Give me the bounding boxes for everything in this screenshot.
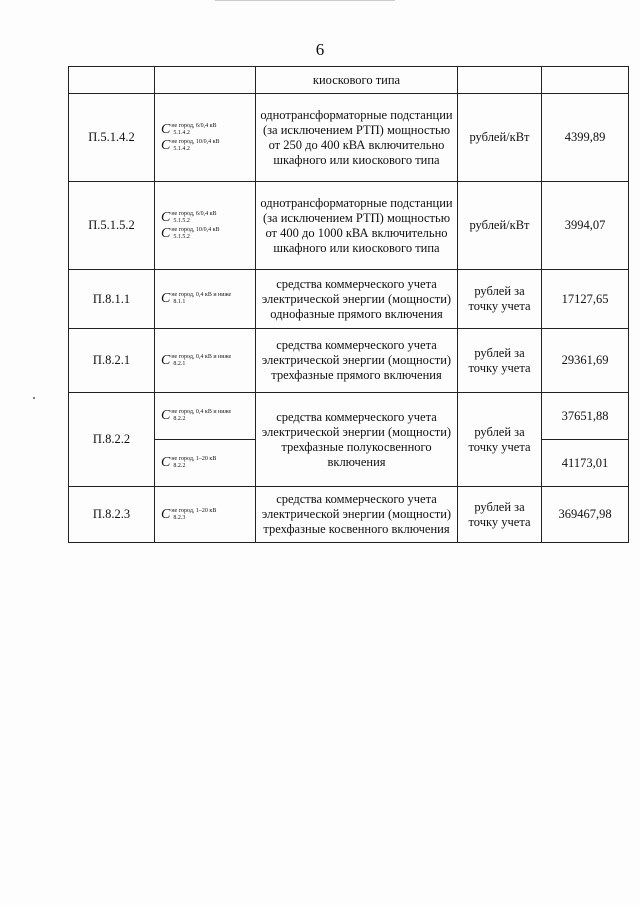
tariff-table <box>68 66 629 543</box>
description-cell: киоскового типа <box>256 67 458 94</box>
code-cell <box>69 67 155 94</box>
formula-letter: C <box>161 225 171 241</box>
formula-superscript: не город, 10/0,4 кВ <box>171 226 220 233</box>
formula-cell <box>155 270 256 329</box>
formula-superscript: не город, 10/0,4 кВ <box>171 138 220 145</box>
table-row <box>69 94 629 182</box>
rate-formula <box>161 409 252 423</box>
code-cell: П.8.1.1 <box>69 270 155 329</box>
formula-letter: C <box>161 137 171 153</box>
rate-formula <box>161 211 252 225</box>
formula-cell <box>155 393 256 440</box>
formula-letter: C <box>161 352 171 368</box>
formula-subscript: 5.1.4.2 <box>173 129 190 136</box>
table-row <box>69 487 629 543</box>
value-cell <box>542 67 629 94</box>
formula-cell <box>155 182 256 270</box>
unit-cell: рублей за точку учета <box>458 393 542 487</box>
formula-subscript: 5.1.4.2 <box>173 145 190 152</box>
value-cell: 369467,98 <box>542 487 629 543</box>
value-cell: 37651,88 <box>542 393 629 440</box>
formula-subscript: 5.1.5.2 <box>173 217 190 224</box>
top-scan-line <box>215 0 395 1</box>
unit-cell: рублей за точку учета <box>458 270 542 329</box>
value-cell: 4399,89 <box>542 94 629 182</box>
table-row <box>69 67 629 94</box>
description-cell: средства коммерческого учета электрической энергии (мощности) однофазные прямого включения <box>256 270 458 329</box>
table-row <box>69 329 629 393</box>
value-cell: 17127,65 <box>542 270 629 329</box>
formula-subscript: 8.2.1 <box>173 360 186 367</box>
rate-formula <box>161 123 252 137</box>
table-row <box>69 270 629 329</box>
formula-letter: C <box>161 209 171 225</box>
code-cell: П.8.2.3 <box>69 487 155 543</box>
value-cell: 29361,69 <box>542 329 629 393</box>
formula-letter: C <box>161 506 171 522</box>
code-cell: П.8.2.1 <box>69 329 155 393</box>
formula-letter: C <box>161 121 171 137</box>
formula-cell <box>155 487 256 543</box>
rate-formula <box>161 139 252 153</box>
formula-cell <box>155 329 256 393</box>
formula-subscript: 5.1.5.2 <box>173 233 190 240</box>
formula-superscript: не город, 1–20 кВ <box>171 507 217 514</box>
code-cell: П.8.2.2 <box>69 393 155 487</box>
formula-subscript: 8.2.3 <box>173 514 186 521</box>
formula-letter: C <box>161 408 171 423</box>
rate-formula <box>161 508 252 522</box>
unit-cell: рублей за точку учета <box>458 329 542 393</box>
code-cell: П.5.1.5.2 <box>69 182 155 270</box>
formula-letter: C <box>161 291 171 306</box>
table-row <box>69 182 629 270</box>
description-cell: средства коммерческого учета электрической энергии (мощности) трехфазные прямого включения <box>256 329 458 393</box>
formula-superscript: не город, 0,4 кВ и ниже <box>171 409 232 415</box>
formula-superscript: не город, 6/0,4 кВ <box>171 210 217 217</box>
rate-formula <box>161 227 252 241</box>
code-cell: П.5.1.4.2 <box>69 94 155 182</box>
unit-cell: рублей/кВт <box>458 94 542 182</box>
rate-formula <box>161 292 252 306</box>
formula-subscript: 8.2.2 <box>173 416 186 422</box>
formula-superscript: не город, 0,4 кВ и ниже <box>171 292 232 298</box>
formula-superscript: не город, 6/0,4 кВ <box>171 122 217 129</box>
description-cell: однотрансформаторные подстанции (за исключением РТП) мощностью от 250 до 400 кВА включительно шкафного или киоскового типа <box>256 94 458 182</box>
formula-superscript: не город, 0,4 кВ и ниже <box>171 353 232 360</box>
value-cell: 41173,01 <box>542 440 629 487</box>
scan-dot <box>33 397 35 399</box>
table-row <box>69 393 629 440</box>
rate-formula <box>161 354 252 368</box>
description-cell: однотрансформаторные подстанции (за исключением РТП) мощностью от 400 до 1000 кВА включительно шкафного или киоскового типа <box>256 182 458 270</box>
unit-cell <box>458 67 542 94</box>
description-cell: средства коммерческого учета электрической энергии (мощности) трехфазные косвенного включения <box>256 487 458 543</box>
rate-formula <box>161 456 252 470</box>
formula-cell <box>155 94 256 182</box>
formula-subscript: 8.2.2 <box>173 463 186 469</box>
description-cell: средства коммерческого учета электрической энергии (мощности) трехфазные полукосвенного включения <box>256 393 458 487</box>
formula-letter: C <box>161 455 171 470</box>
formula-subscript: 8.1.1 <box>173 299 186 305</box>
formula-superscript: не город, 1–20 кВ <box>171 456 217 462</box>
unit-cell: рублей за точку учета <box>458 487 542 543</box>
formula-cell <box>155 440 256 487</box>
formula-cell <box>155 67 256 94</box>
page-number: 6 <box>315 40 325 59</box>
unit-cell: рублей/кВт <box>458 182 542 270</box>
value-cell: 3994,07 <box>542 182 629 270</box>
